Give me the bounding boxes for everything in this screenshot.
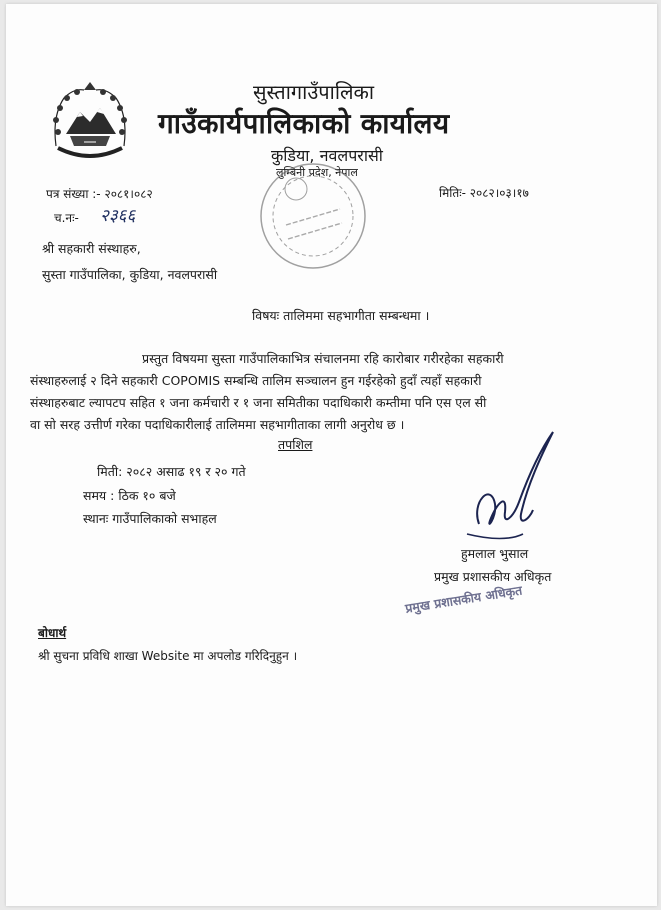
subject-line: विषयः तालिममा सहभागीता सम्बन्धमा । — [252, 308, 430, 323]
details-date: मिती: २०८२ असाढ १९ र २० गते — [97, 464, 246, 479]
letter-page — [6, 4, 657, 906]
signatory-name: हुमलाल भुसाल — [461, 546, 529, 561]
letter-ref-number: पत्र संख्या :- २०८१।०८२ — [46, 187, 153, 201]
office-title: गाउँकार्यपालिकाको कार्यालय — [158, 107, 450, 140]
letter-date: मितिः- २०८२।०३।१७ — [439, 186, 529, 200]
body-line-1: प्रस्तुत विषयमा सुस्ता गाउँपालिकाभित्र संचालनमा रहि कारोबार गरीरहेका सहकारी — [142, 351, 504, 366]
details-venue: स्थानः गाउँपालिकाको सभाहल — [83, 511, 217, 526]
details-heading: तपशिल — [278, 437, 313, 452]
details-time: समय : ठिक १० बजे — [83, 488, 176, 503]
signature-icon — [461, 422, 571, 547]
cc-label: बोधार्थ — [38, 626, 67, 640]
signatory-title: प्रमुख प्रशासकीय अधिकृत — [434, 569, 552, 584]
cc-line: श्री सुचना प्रविधि शाखा Website मा अपलोड गरिदिनुहुन । — [38, 649, 298, 663]
body-line-4: वा सो सरह उत्तीर्ण गरेका पदाधिकारीलाई तालिममा सहभागीताका लागी अनुरोध छ । — [30, 417, 405, 432]
municipality-name: सुस्तागाउँपालिका — [253, 80, 375, 104]
province-line: लुम्बिनी प्रदेश, नेपाल — [276, 166, 358, 179]
office-location: कुडिया, नवलपरासी — [271, 146, 383, 165]
body-line-3: संस्थाहरुबाट ल्यापटप सहित १ जना कर्मचारी र १ जना समितीका पदाधिकारी कम्तीमा पनि एस एल सी — [30, 395, 487, 410]
dispatch-number: २३६६ — [100, 206, 136, 226]
office-stamp-icon — [256, 159, 371, 274]
designation-stamp: प्रमुख प्रशासकीय अधिकृत — [404, 582, 524, 616]
recipient-line-1: श्री सहकारी संस्थाहरु, — [42, 241, 141, 256]
recipient-line-2: सुस्ता गाउँपालिका, कुडिया, नवलपरासी — [42, 267, 218, 282]
body-line-2: संस्थाहरुलाई २ दिने सहकारी COPOMIS सम्बन्धि तालिम सञ्चालन हुन गईरहेको हुदाँ त्यहाँ सहकारी — [30, 373, 482, 388]
nepal-emblem-icon — [44, 76, 136, 168]
dispatch-label: च.नः- — [54, 211, 79, 225]
